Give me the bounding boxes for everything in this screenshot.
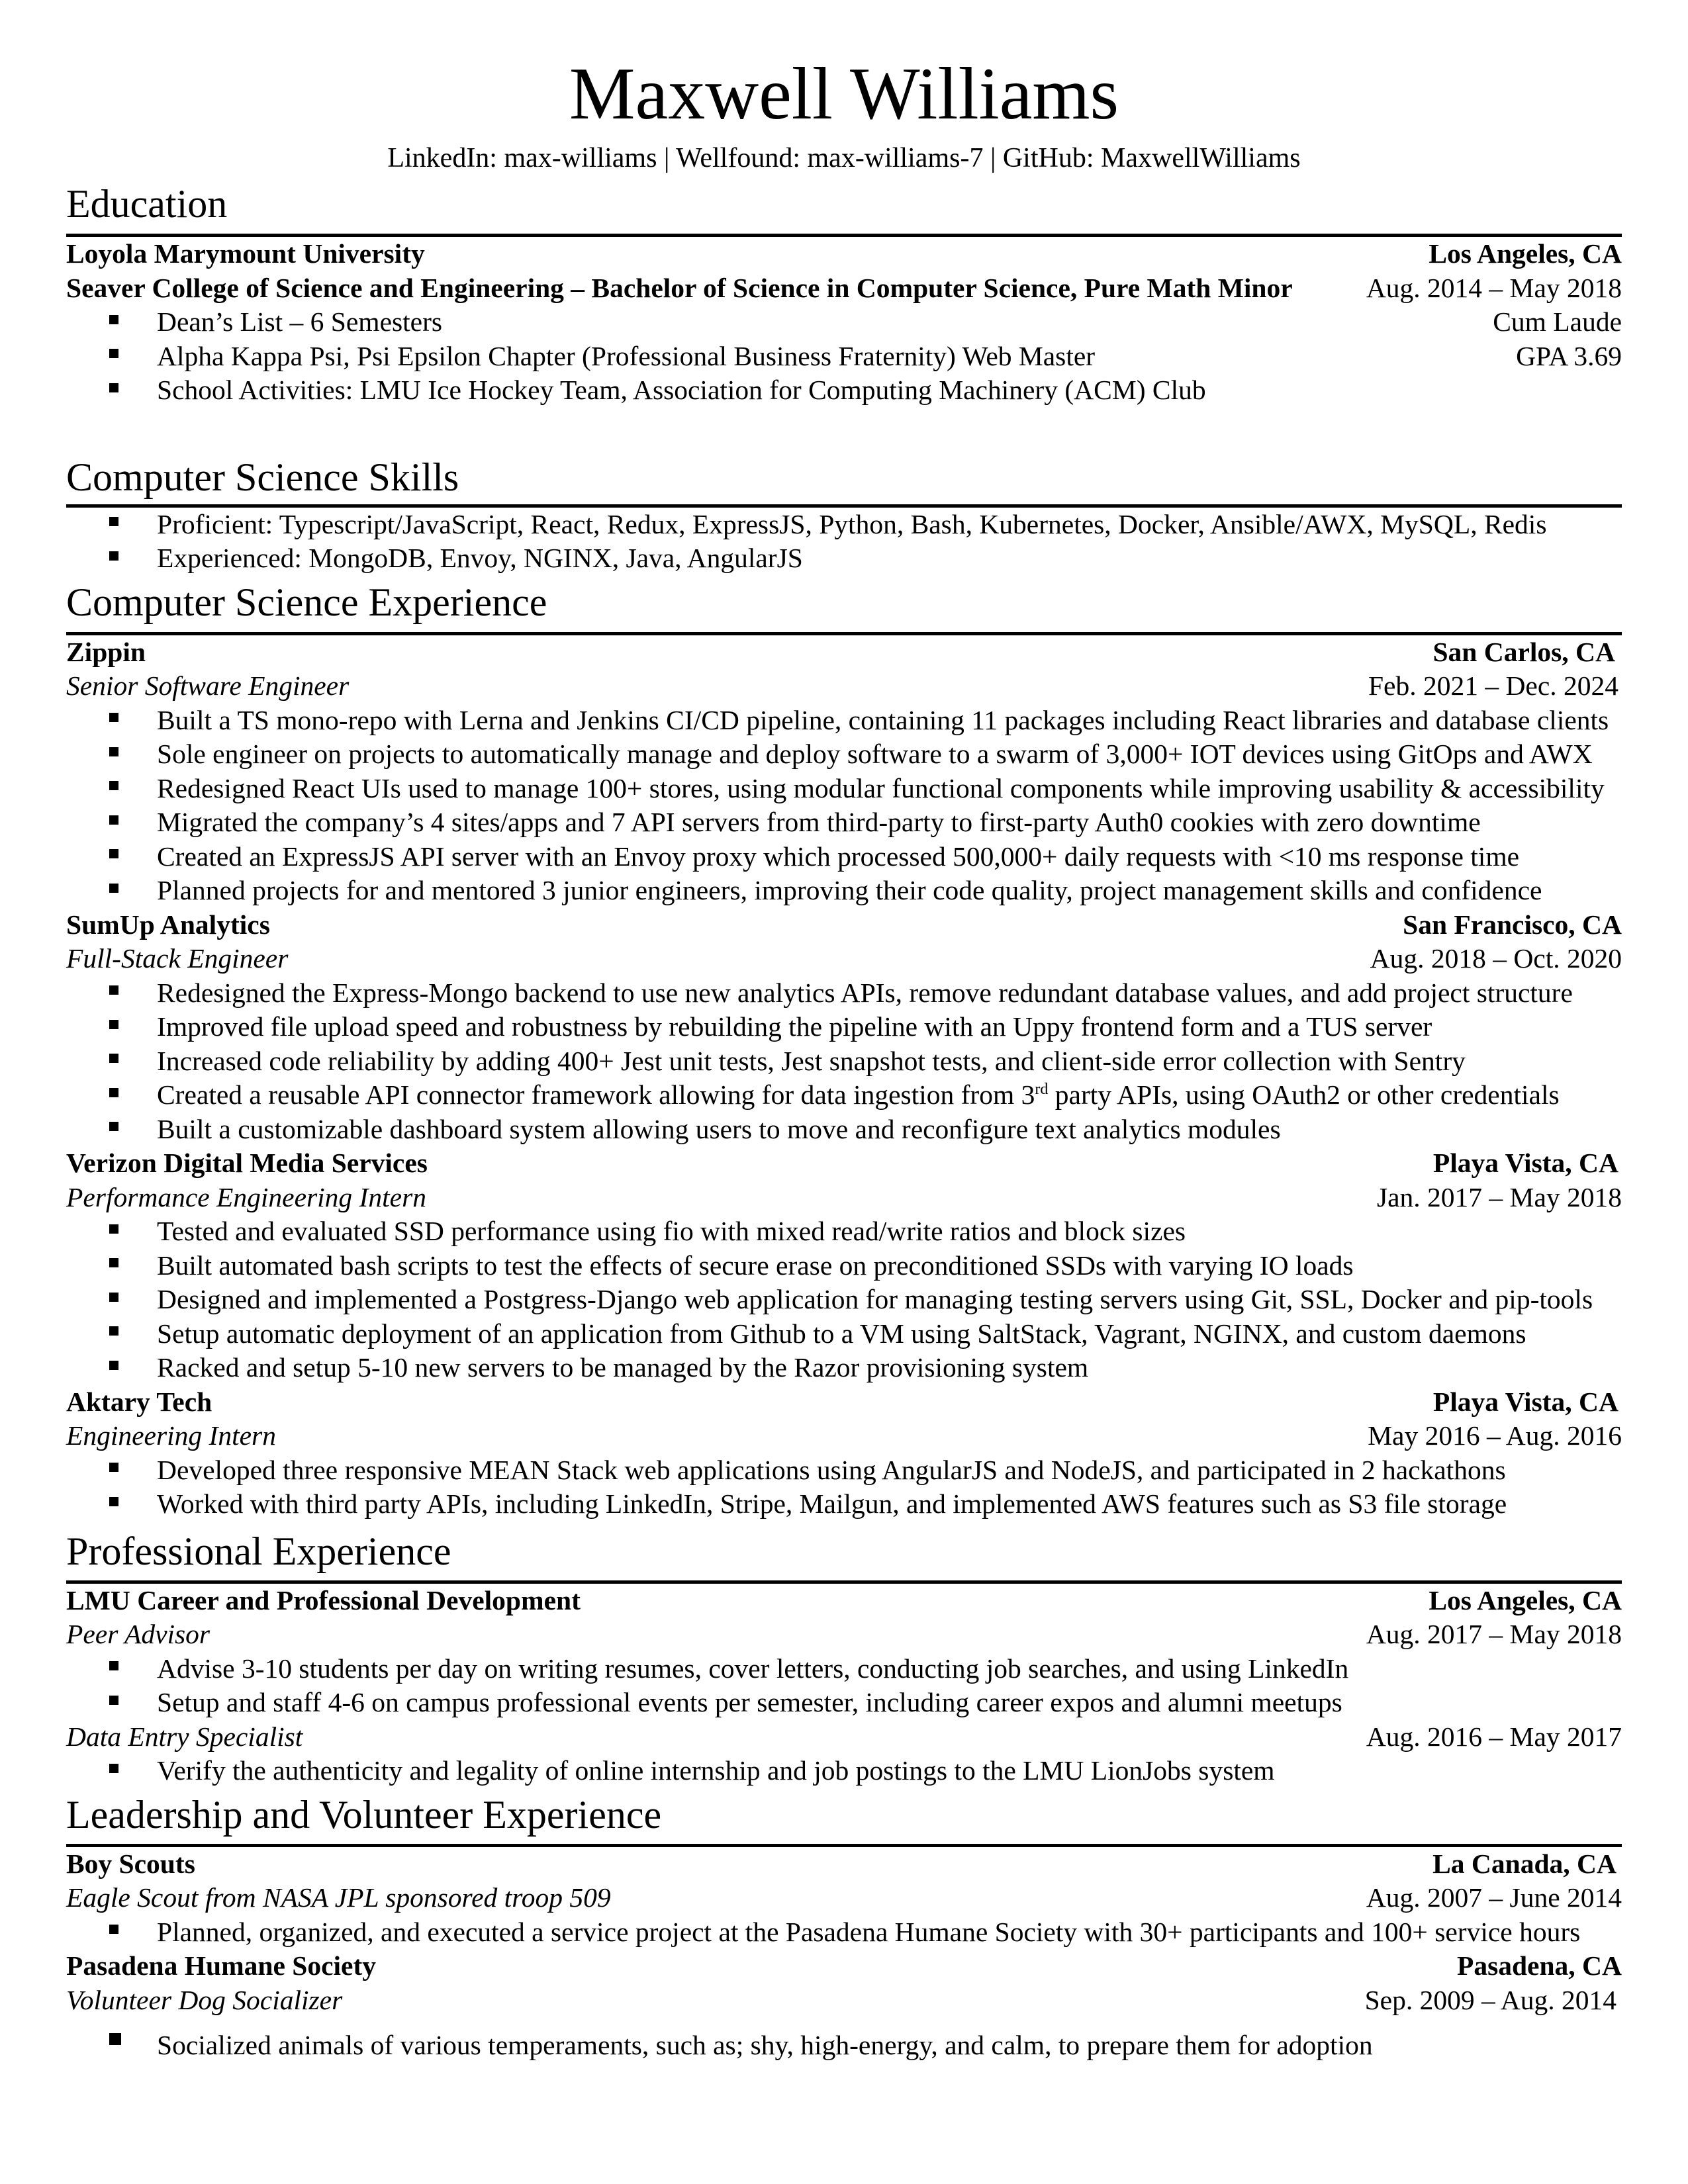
cs-experience-section: [66, 582, 1622, 1522]
company-row: [66, 908, 1622, 942]
school-name: Loyola Marymount University: [66, 238, 425, 269]
professional-experience-section: [66, 1531, 1622, 1788]
bullet-icon: [109, 884, 118, 893]
degree-row: [66, 271, 1622, 306]
job-dates: Aug. 2017 – May 2018: [1366, 1619, 1622, 1649]
candidate-name: Maxwell Williams: [569, 53, 1119, 135]
job-title: Engineering Intern: [66, 1420, 276, 1451]
job-bullet: [66, 1010, 1622, 1044]
bullet-icon: [109, 551, 118, 561]
job-title: Volunteer Dog Socializer: [66, 1984, 343, 2015]
job-bullet: [66, 805, 1622, 840]
education-bullet: [66, 340, 1622, 374]
job-bullet: [66, 737, 1622, 772]
bullet-text: Dean’s List – 6 Semesters: [157, 306, 443, 337]
job-dates: May 2016 – Aug. 2016: [1368, 1420, 1622, 1451]
degree: Seaver College of Science and Engineering – Bachelor of Science in Computer Science, Pure Math Minor: [66, 272, 1293, 303]
bullet-icon: [109, 1088, 118, 1097]
bullet-text: Designed and implemented a Postgress-Django web application for managing testing servers using Git, SSL, Docker and pip-tools: [157, 1284, 1593, 1314]
job-title: Senior Software Engineer: [66, 670, 350, 701]
company-name: Pasadena Humane Society: [66, 1950, 377, 1981]
job-bullet: [66, 1078, 1622, 1113]
role-row: [66, 1617, 1622, 1652]
job-title: Full-Stack Engineer: [66, 943, 289, 974]
company-row: [66, 1146, 1622, 1181]
bullet-icon: [109, 1054, 118, 1063]
bullet-icon: [109, 517, 118, 526]
section-heading-leadership: Leadership and Volunteer Experience: [66, 1792, 662, 1837]
job-bullet: [66, 1317, 1622, 1351]
bullet-text: Setup and staff 4-6 on campus professional events per semester, including career expos and alumni meetups: [157, 1687, 1342, 1717]
bullet-text: Developed three responsive MEAN Stack web applications using AngularJS and NodeJS, and participated in 2 hackathons: [157, 1454, 1506, 1485]
degree-dates: Aug. 2014 – May 2018: [1366, 272, 1622, 303]
section-heading-cs-experience: Computer Science Experience: [66, 580, 547, 624]
bullet-icon: [109, 849, 118, 858]
role-row: [66, 1720, 1622, 1754]
bullet-icon: [109, 1020, 118, 1029]
education-section: [66, 184, 1622, 408]
company-row: [66, 1385, 1622, 1420]
bullet-text: Worked with third party APIs, including LinkedIn, Stripe, Mailgun, and implemented AWS features such as S3 file storage: [157, 1488, 1507, 1519]
job-bullet: [66, 1487, 1622, 1522]
role-row: [66, 1181, 1622, 1215]
bullet-text: Created an ExpressJS API server with an Envoy proxy which processed 500,000+ daily requests with <10 ms response time: [157, 841, 1520, 872]
bullet-text: Tested and evaluated SSD performance using fio with mixed read/write ratios and block sizes: [157, 1216, 1186, 1246]
bullet-text: Proficient: Typescript/JavaScript, React, Redux, ExpressJS, Python, Bash, Kubernetes, Docker, Ansible/AWX, MySQL, Redis: [157, 508, 1547, 539]
job-bullet: [66, 1686, 1622, 1720]
bullet-icon: [109, 1258, 118, 1267]
job-bullet: [66, 1754, 1622, 1788]
bullet-text: Built a customizable dashboard system allowing users to move and reconfigure text analytics modules: [157, 1113, 1281, 1144]
job-dates: Aug. 2007 – June 2014: [1366, 1882, 1622, 1913]
job-bullet: [66, 840, 1622, 874]
bullet-icon: [109, 747, 118, 756]
company-name: Zippin: [66, 636, 146, 667]
bullet-text: Improved file upload speed and robustness by rebuilding the pipeline with an Uppy frontend form and a TUS server: [157, 1011, 1432, 1042]
bullet-text: [157, 1078, 1560, 1113]
company-row: [66, 1584, 1622, 1618]
job-dates: Aug. 2018 – Oct. 2020: [1370, 943, 1622, 974]
section-heading-skills: Computer Science Skills: [66, 455, 459, 499]
bullet-icon: [109, 1326, 118, 1336]
job-bullet: [66, 1652, 1622, 1686]
company-name: Boy Scouts: [66, 1848, 195, 1879]
bullet-icon: [109, 1361, 118, 1370]
company-name: Aktary Tech: [66, 1386, 212, 1417]
bullet-text: Sole engineer on projects to automatically manage and deploy software to a swarm of 3,000+ IOT devices using GitOps and AWX: [157, 739, 1593, 769]
job-bullet: [66, 1044, 1622, 1079]
bullet-text: Redesigned React UIs used to manage 100+ stores, using modular functional components while improving usability & accessibility: [157, 772, 1605, 803]
bullet-icon: [109, 1696, 118, 1705]
job-bullet: [66, 1283, 1622, 1317]
company-row: [66, 1949, 1622, 1983]
bullet-text: Increased code reliability by adding 400+ Jest unit tests, Jest snapshot tests, and client-side error collection with Sentry: [157, 1045, 1466, 1076]
bullet-text: Planned, organized, and executed a service project at the Pasadena Humane Society with 30+ participants and 100+ service hours: [157, 1916, 1581, 1947]
job-title: Data Entry Specialist: [66, 1721, 303, 1752]
job-bullet: [66, 1351, 1622, 1385]
bullet-icon: [109, 1293, 118, 1302]
bullet-icon: [109, 383, 118, 392]
bullet-text: Planned projects for and mentored 3 junior engineers, improving their code quality, project management skills and confidence: [157, 875, 1542, 905]
skills-bullet: [66, 541, 1622, 576]
bullet-icon: [109, 1925, 118, 1934]
job-bullet: [66, 976, 1622, 1011]
job-dates: Feb. 2021 – Dec. 2024: [1368, 670, 1618, 701]
job-bullet: [66, 772, 1622, 806]
bullet-text: Alpha Kappa Psi, Psi Epsilon Chapter (Professional Business Fraternity) Web Master: [157, 340, 1096, 371]
company-location: Los Angeles, CA: [1429, 1584, 1622, 1615]
gpa: GPA 3.69: [1516, 340, 1622, 371]
bullet-text: Built a TS mono-repo with Lerna and Jenkins CI/CD pipeline, containing 11 packages including React libraries and database clients: [157, 704, 1609, 735]
job-bullet: [66, 874, 1622, 908]
bullet-text: Built automated bash scripts to test the effects of secure erase on preconditioned SSDs with varying IO loads: [157, 1250, 1354, 1281]
job-bullet: [66, 1915, 1622, 1950]
job-bullet: [66, 704, 1622, 738]
bullet-icon: [109, 2033, 121, 2045]
bullet-text: Migrated the company’s 4 sites/apps and 7 API servers from third-party to first-party Auth0 cookies with zero downtime: [157, 807, 1481, 837]
company-location: San Carlos, CA: [1432, 636, 1615, 667]
company-location: La Canada, CA: [1432, 1848, 1617, 1879]
skills-section: [66, 457, 1622, 576]
bullet-text: Setup automatic deployment of an application from Github to a VM using SaltStack, Vagrant, NGINX, and custom daemons: [157, 1318, 1526, 1349]
job-title: Eagle Scout from NASA JPL sponsored troop 509: [66, 1882, 611, 1913]
role-row: [66, 669, 1622, 704]
school-row: [66, 237, 1622, 271]
company-name: Verizon Digital Media Services: [66, 1148, 428, 1178]
bullet-text-part: party APIs, using OAuth2 or other credentials: [1048, 1079, 1560, 1110]
job-dates: Jan. 2017 – May 2018: [1376, 1181, 1622, 1212]
job-bullet: [66, 1453, 1622, 1488]
role-row: [66, 1419, 1622, 1453]
bullet-icon: [109, 349, 118, 358]
leadership-section: [66, 1792, 1622, 2063]
bullet-text: Experienced: MongoDB, Envoy, NGINX, Java, AngularJS: [157, 543, 803, 573]
bullet-icon: [109, 1463, 118, 1472]
company-location: San Francisco, CA: [1403, 909, 1622, 940]
education-bullet: [66, 305, 1622, 340]
bullet-icon: [109, 1764, 118, 1773]
bullet-icon: [109, 1661, 118, 1670]
resume-page: [66, 53, 1622, 2063]
skills-bullet: [66, 508, 1622, 542]
bullet-icon: [109, 713, 118, 722]
honors: Cum Laude: [1493, 306, 1622, 337]
bullet-icon: [109, 315, 118, 324]
role-row: [66, 1983, 1622, 2018]
company-row: [66, 1847, 1622, 1882]
contact-links: LinkedIn: max-williams | Wellfound: max-williams-7 | GitHub: MaxwellWilliams: [387, 143, 1301, 173]
bullet-icon: [109, 1122, 118, 1131]
job-dates: Sep. 2009 – Aug. 2014: [1364, 1984, 1617, 2015]
education-bullet: [66, 373, 1622, 408]
company-row: [66, 635, 1622, 670]
bullet-text: Advise 3-10 students per day on writing resumes, cover letters, conducting job searches, and using LinkedIn: [157, 1653, 1349, 1684]
bullet-text: Redesigned the Express-Mongo backend to use new analytics APIs, remove redundant database values, and add project structure: [157, 977, 1573, 1008]
bullet-icon: [109, 781, 118, 790]
bullet-icon: [109, 1224, 118, 1234]
bullet-icon: [109, 1497, 118, 1506]
job-bullet: [66, 1214, 1622, 1249]
bullet-icon: [109, 815, 118, 825]
bullet-icon: [109, 985, 118, 995]
job-bullet: [66, 1113, 1622, 1147]
role-row: [66, 1881, 1622, 1915]
job-title: Peer Advisor: [66, 1619, 211, 1649]
job-bullet: [66, 1249, 1622, 1283]
company-location: Playa Vista, CA: [1432, 1386, 1618, 1417]
bullet-text: Verify the authenticity and legality of online internship and job postings to the LMU LionJobs system: [157, 1755, 1275, 1786]
company-name: SumUp Analytics: [66, 909, 270, 940]
role-row: [66, 942, 1622, 976]
section-heading-professional-experience: Professional Experience: [66, 1529, 451, 1573]
ordinal-suffix: rd: [1035, 1081, 1049, 1099]
company-location: Pasadena, CA: [1456, 1950, 1622, 1981]
section-heading-education: Education: [66, 182, 228, 226]
bullet-text: Socialized animals of various temperaments, such as; shy, high-energy, and calm, to prepare them for adoption: [157, 2030, 1373, 2060]
bullet-text: Racked and setup 5-10 new servers to be managed by the Razor provisioning system: [157, 1352, 1089, 1383]
company-location: Playa Vista, CA: [1432, 1148, 1618, 1178]
job-bullet: [66, 2028, 1622, 2063]
school-location: Los Angeles, CA: [1429, 238, 1622, 269]
job-title: Performance Engineering Intern: [66, 1181, 426, 1212]
company-name: LMU Career and Professional Development: [66, 1584, 581, 1615]
job-dates: Aug. 2016 – May 2017: [1366, 1721, 1622, 1752]
bullet-text: School Activities: LMU Ice Hockey Team, Association for Computing Machinery (ACM) Club: [157, 375, 1206, 405]
bullet-text-part: Created a reusable API connector framework allowing for data ingestion from 3: [157, 1079, 1035, 1110]
